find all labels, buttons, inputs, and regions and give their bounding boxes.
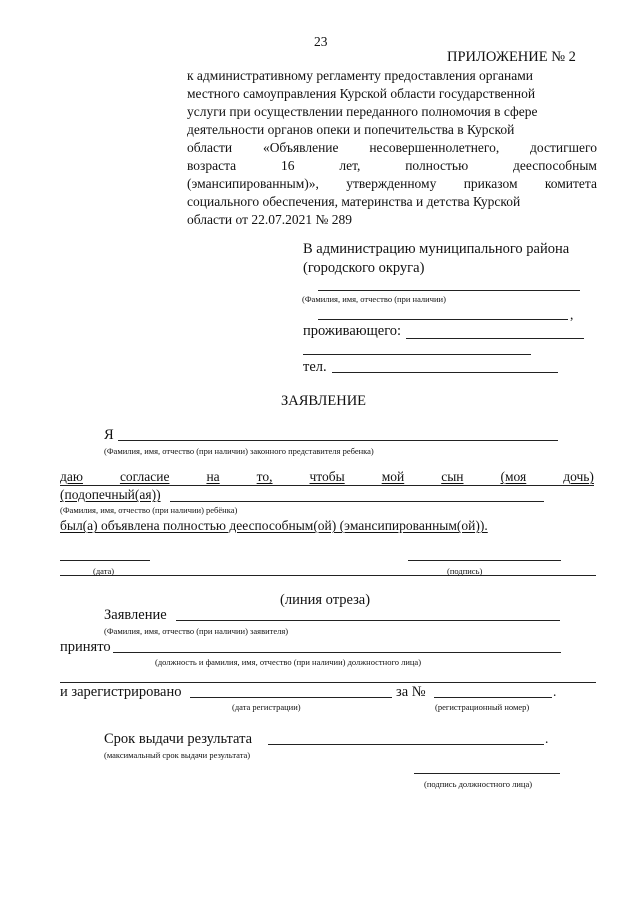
applicant-name-line-2[interactable] (318, 319, 568, 320)
deadline-caption: (максимальный срок выдачи результата) (104, 750, 251, 760)
appendix-line-6: возраста 16 лет, полностью дееспособным (187, 158, 597, 173)
appendix-line-4: деятельности органов опеки и попечительства в Курской (187, 122, 515, 137)
appendix-line-9: области от 22.07.2021 № 289 (187, 212, 352, 227)
appendix-line-8: социального обеспечения, материнства и детства Курской (187, 194, 521, 209)
deadline-period: . (545, 731, 549, 746)
date-line[interactable] (60, 560, 150, 561)
residing-label: проживающего: (303, 323, 402, 339)
representative-caption: (Фамилия, имя, отчество (при наличии) законного представителя ребенка) (104, 446, 374, 456)
recipient-line-2: (городского округа) (303, 260, 425, 276)
official-line[interactable] (113, 652, 561, 653)
declared-text: был(а) объявлена полностью дееспособным(ой) (эмансипированным(ой)). (60, 518, 488, 533)
consent-underline (60, 485, 594, 486)
appendix-line-2: местного самоуправления Курской области государственной (187, 86, 536, 101)
signature-line[interactable] (408, 560, 561, 561)
registration-number-line[interactable] (434, 697, 552, 698)
date-caption: (дата) (93, 566, 115, 576)
date-signature-baseline (60, 575, 596, 576)
appendix-line-1: к административному регламенту предоставления органами (187, 68, 534, 83)
representative-name-line[interactable] (118, 440, 558, 441)
official-signature-caption: (подпись должностного лица) (424, 779, 533, 789)
signature-caption: (подпись) (447, 566, 483, 576)
receipt-separator-line (60, 682, 596, 683)
appendix-line-3: услуги при осуществлении переданного полномочия в сфере (187, 104, 538, 119)
official-caption: (должность и фамилия, имя, отчество (при наличии) должностного лица) (155, 657, 422, 667)
child-name-line[interactable] (170, 501, 544, 502)
page-number: 23 (314, 34, 328, 49)
receipt-applicant-caption: (Фамилия, имя, отчество (при наличии) заявителя) (104, 626, 289, 636)
address-line-1[interactable] (406, 338, 584, 339)
applicant-name-line-1[interactable] (318, 290, 580, 291)
address-line-2[interactable] (303, 354, 531, 355)
phone-label: тел. (303, 359, 327, 375)
registered-label: и зарегистрировано (60, 684, 182, 700)
receipt-applicant-line[interactable] (176, 620, 560, 621)
cut-line-label: (линия отреза) (280, 592, 371, 608)
phone-line[interactable] (332, 372, 558, 373)
applicant-name-caption: (Фамилия, имя, отчество (при наличии) (302, 294, 446, 304)
deadline-label: Срок выдачи результата (104, 731, 253, 747)
registration-date-caption: (дата регистрации) (232, 702, 301, 712)
appendix-title: ПРИЛОЖЕНИЕ № 2 (447, 49, 576, 65)
accepted-label: принято (60, 639, 111, 655)
deadline-line[interactable] (268, 744, 544, 745)
appendix-line-7: (эмансипированным)», утвержденному приказом комитета (187, 176, 597, 191)
comma: , (570, 307, 574, 322)
consent-line: даю согласие на то, чтобы мой сын (моя дочь) (60, 469, 594, 484)
official-signature-line[interactable] (414, 773, 560, 774)
receipt-statement-label: Заявление (104, 607, 167, 623)
registration-date-line[interactable] (190, 697, 392, 698)
child-caption: (Фамилия, имя, отчество (при наличии) ребёнка) (60, 505, 238, 515)
number-label: за № (396, 684, 426, 700)
ward-text: (подопечный(ая)) (60, 487, 161, 502)
appendix-line-5: области «Объявление несовершеннолетнего, достигшего (187, 140, 597, 155)
recipient-line-1: В администрацию муниципального района (303, 241, 570, 257)
registration-number-caption: (регистрационный номер) (435, 702, 530, 712)
registration-period: . (553, 684, 557, 699)
statement-title: ЗАЯВЛЕНИЕ (281, 393, 367, 409)
i-label: Я (104, 427, 114, 443)
